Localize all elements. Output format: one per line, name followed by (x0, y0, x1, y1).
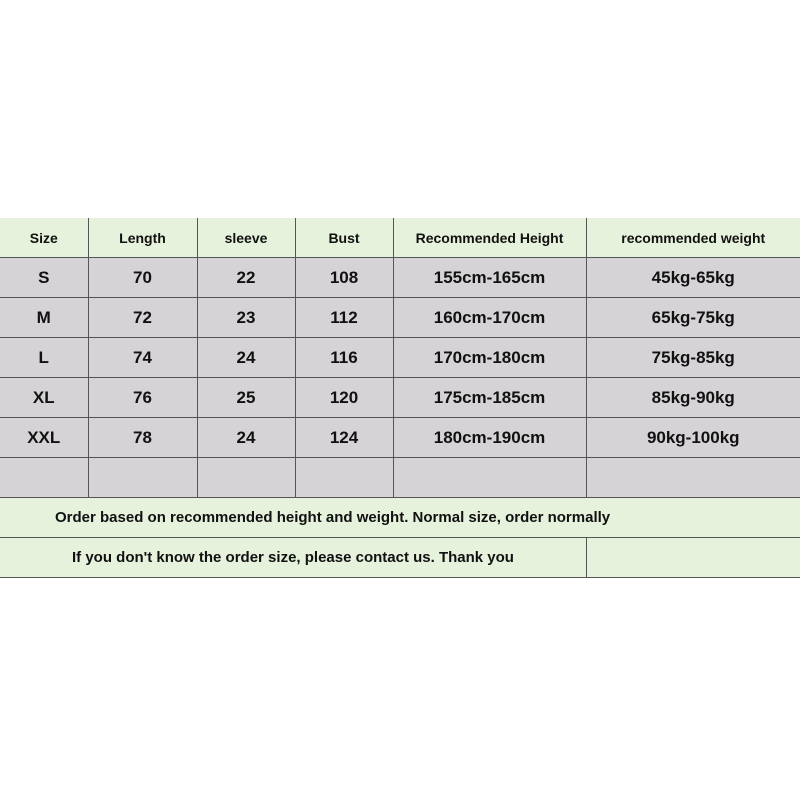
cell-bust: 120 (295, 378, 393, 418)
cell-length: 78 (88, 418, 197, 458)
header-size: Size (0, 218, 88, 258)
header-sleeve: sleeve (197, 218, 295, 258)
cell-sleeve: 24 (197, 338, 295, 378)
header-length: Length (88, 218, 197, 258)
table-row (0, 418, 800, 458)
cell-bust: 116 (295, 338, 393, 378)
table-row (0, 298, 800, 338)
cell-sleeve: 24 (197, 418, 295, 458)
cell-weight: 85kg-90kg (586, 378, 800, 418)
note-row-2 (0, 538, 800, 578)
order-note-cell (0, 498, 800, 538)
cell-weight: 75kg-85kg (586, 338, 800, 378)
cell-bust: 124 (295, 418, 393, 458)
size-chart-table (0, 218, 800, 578)
empty-table-row (0, 458, 800, 498)
cell-size: XL (0, 378, 88, 418)
cell-weight: 65kg-75kg (586, 298, 800, 338)
cell-height: 180cm-190cm (393, 418, 586, 458)
cell-sleeve (197, 458, 295, 498)
cell-sleeve: 25 (197, 378, 295, 418)
cell-height: 170cm-180cm (393, 338, 586, 378)
note-row-1 (0, 498, 800, 538)
contact-note-text: If you don't know the order size, please contact us. Thank you (72, 549, 514, 566)
cell-length: 72 (88, 298, 197, 338)
cell-size: M (0, 298, 88, 338)
cell-length: 70 (88, 258, 197, 298)
empty-note-cell (586, 538, 800, 578)
cell-sleeve: 22 (197, 258, 295, 298)
cell-bust (295, 458, 393, 498)
cell-weight (586, 458, 800, 498)
cell-size: XXL (0, 418, 88, 458)
cell-length: 76 (88, 378, 197, 418)
cell-height (393, 458, 586, 498)
cell-size (0, 458, 88, 498)
cell-length (88, 458, 197, 498)
cell-height: 155cm-165cm (393, 258, 586, 298)
cell-bust: 112 (295, 298, 393, 338)
header-recommended-weight: recommended weight (586, 218, 800, 258)
cell-sleeve: 23 (197, 298, 295, 338)
cell-size: L (0, 338, 88, 378)
table-row (0, 378, 800, 418)
header-recommended-height: Recommended Height (393, 218, 586, 258)
order-note-text: Order based on recommended height and weight. Normal size, order normally (55, 509, 611, 526)
cell-size: S (0, 258, 88, 298)
cell-weight: 45kg-65kg (586, 258, 800, 298)
cell-length: 74 (88, 338, 197, 378)
header-row (0, 218, 800, 258)
table-row (0, 258, 800, 298)
cell-weight: 90kg-100kg (586, 418, 800, 458)
cell-height: 175cm-185cm (393, 378, 586, 418)
header-bust: Bust (295, 218, 393, 258)
table-row (0, 338, 800, 378)
cell-height: 160cm-170cm (393, 298, 586, 338)
cell-bust: 108 (295, 258, 393, 298)
contact-note-cell (0, 538, 586, 578)
